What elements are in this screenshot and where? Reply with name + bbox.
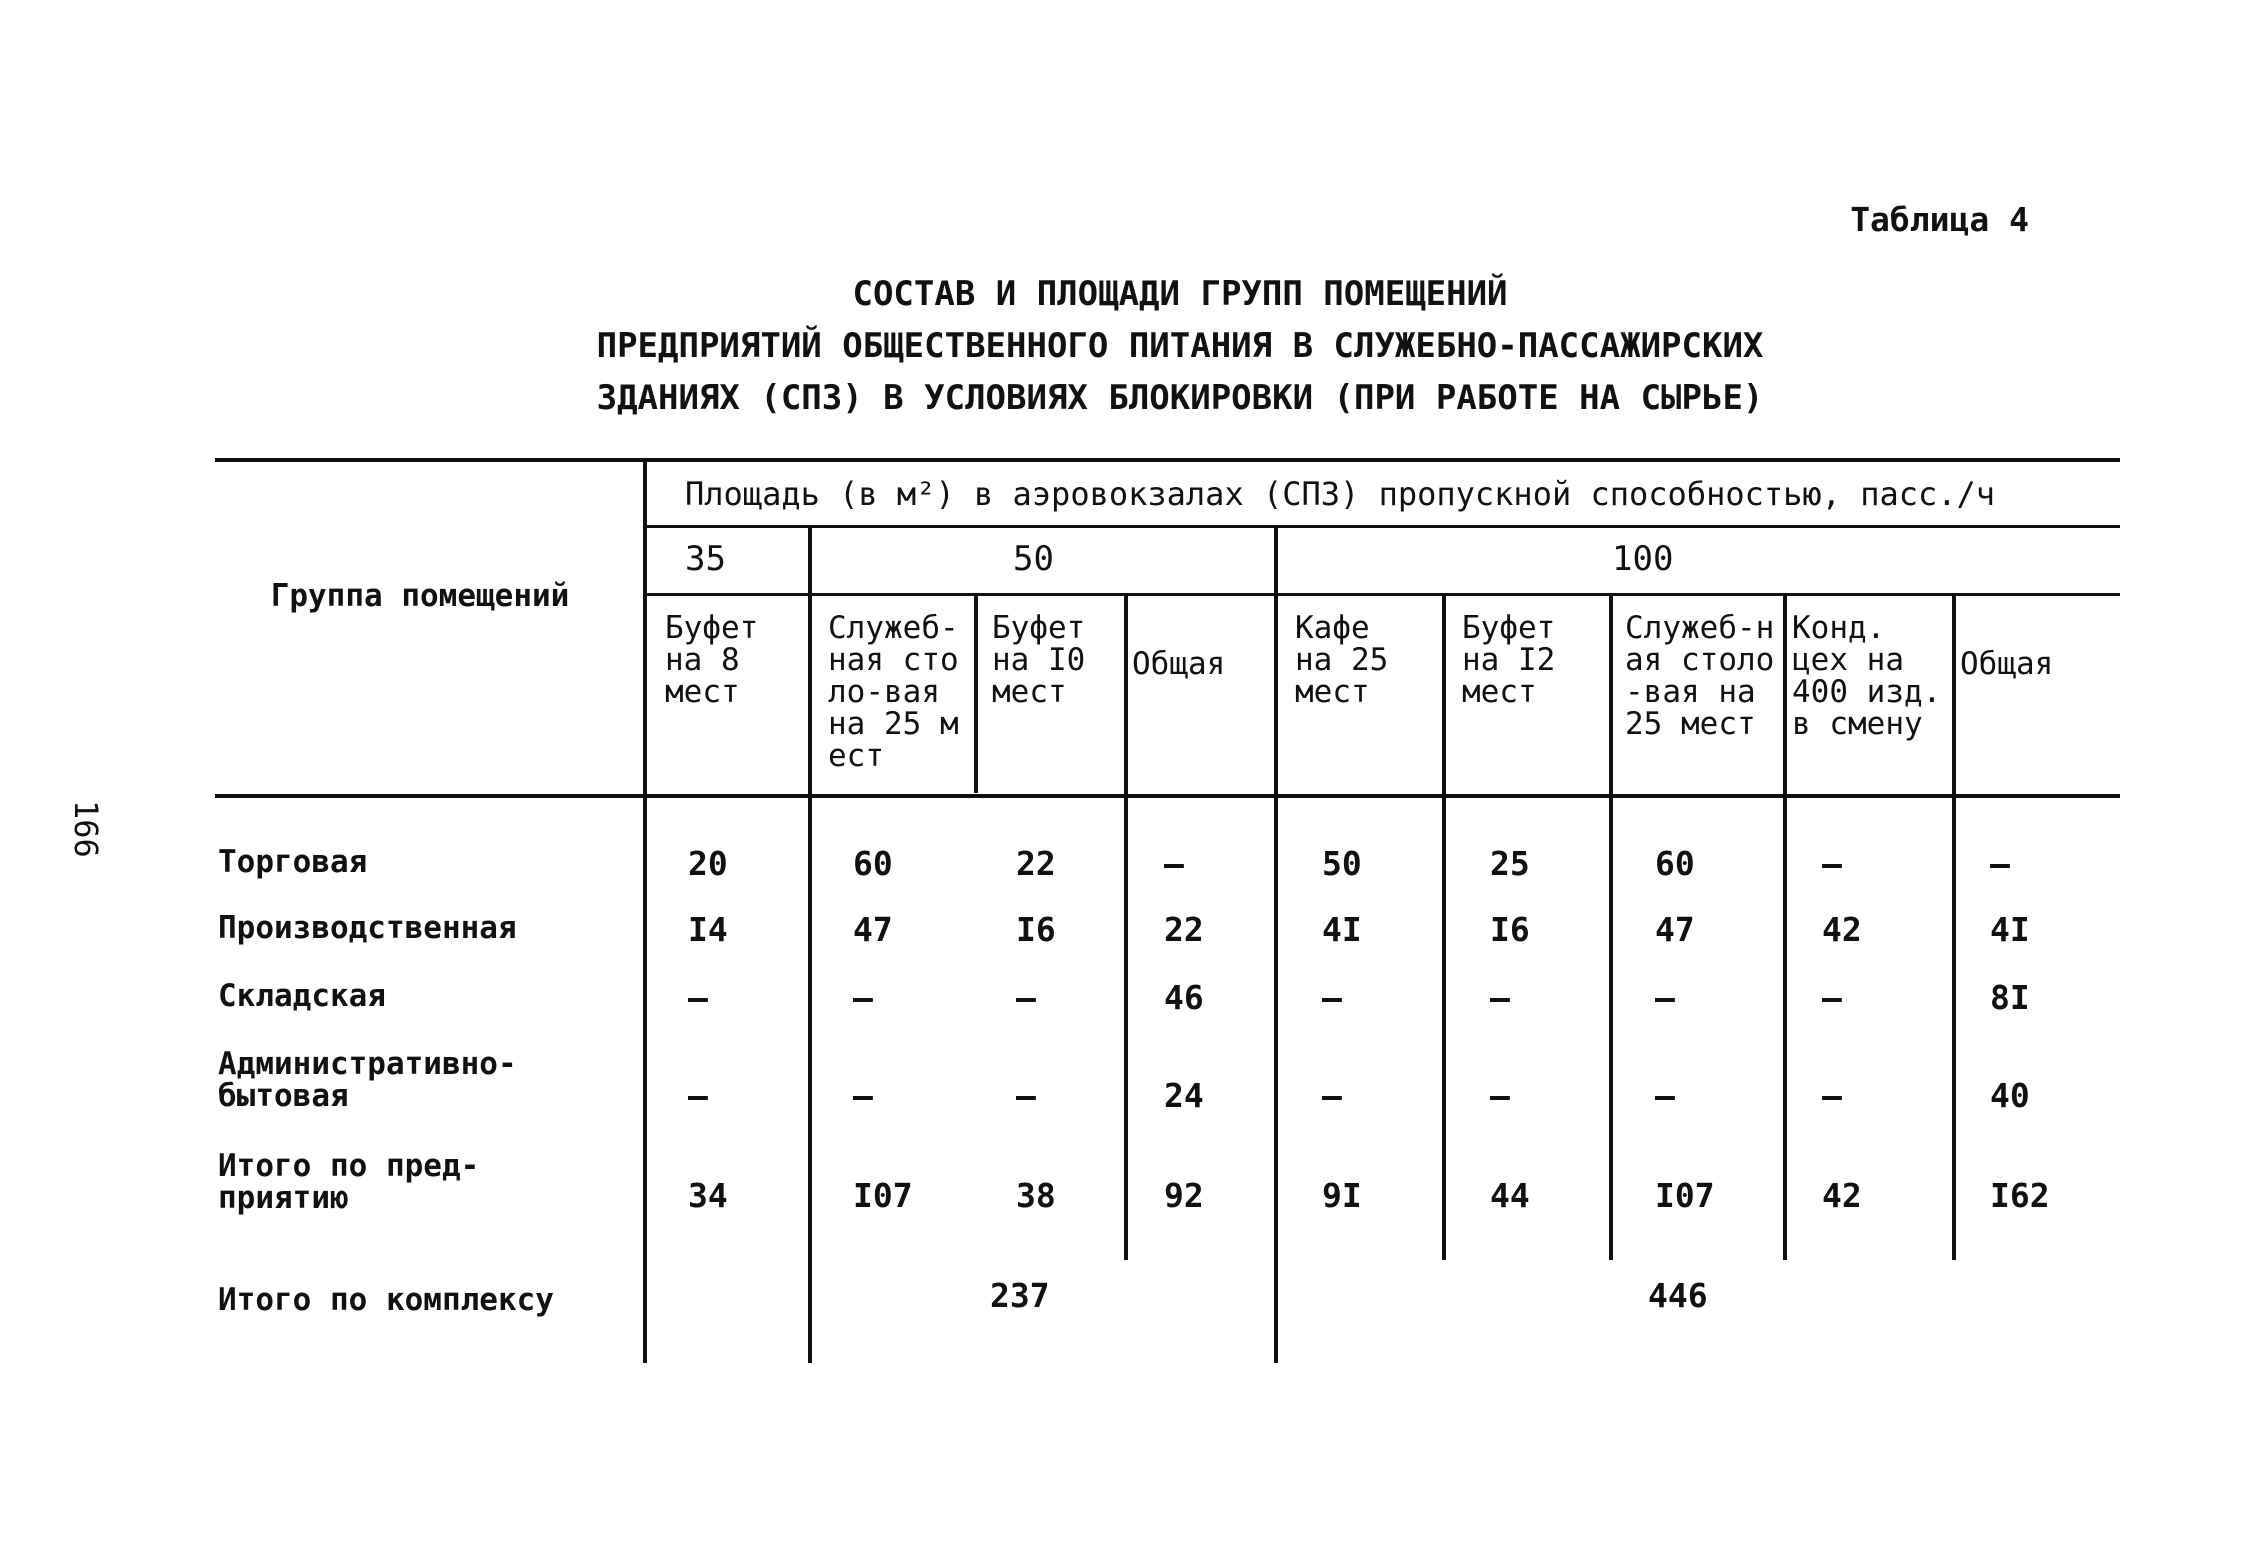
vline-35-50 — [808, 527, 812, 1363]
column-header: Служеб-ная столо-вая на 25 мест — [828, 610, 959, 774]
cell-value: – — [688, 978, 708, 1017]
cell-value: – — [688, 1076, 708, 1115]
cell-value: 22 — [1164, 910, 1204, 949]
complex-total-50: 237 — [990, 1276, 1050, 1315]
cell-value: – — [1822, 844, 1842, 883]
capacity-35: 35 — [685, 539, 726, 579]
cell-value: – — [1164, 844, 1184, 883]
cell-value: – — [1655, 978, 1675, 1017]
cell-value: 22 — [1016, 844, 1056, 883]
cell-value: 47 — [1655, 910, 1695, 949]
rule-header-bottom — [215, 794, 2120, 798]
column-header: Служеб-ная столо-вая на 25 мест — [1625, 610, 1775, 742]
cell-value: – — [1016, 1076, 1036, 1115]
cell-value: – — [1490, 1076, 1510, 1115]
column-header: Кафе на 25 мест — [1295, 610, 1389, 710]
cell-value: 4I — [1990, 910, 2030, 949]
cell-value: 42 — [1822, 910, 1862, 949]
vline-group — [643, 458, 647, 1363]
cell-value: I6 — [1490, 910, 1530, 949]
row-label-complex-total: Итого по комплексу — [218, 1282, 554, 1318]
cell-value: 34 — [688, 1176, 728, 1215]
cell-value: 4I — [1322, 910, 1362, 949]
title-line: ПРЕДПРИЯТИЙ ОБЩЕСТВЕННОГО ПИТАНИЯ В СЛУЖЕБНО-ПАССАЖИРСКИХ — [596, 326, 1764, 366]
cell-value: 20 — [688, 844, 728, 883]
cell-value: 24 — [1164, 1076, 1204, 1115]
cell-value: – — [1322, 978, 1342, 1017]
capacity-100: 100 — [1612, 539, 1674, 579]
cell-value: – — [1490, 978, 1510, 1017]
cell-value: I6 — [1016, 910, 1056, 949]
cell-value: 60 — [853, 844, 893, 883]
complex-total-100: 446 — [1648, 1276, 1708, 1315]
vline-col8-col9 — [1952, 593, 1956, 1260]
cell-value: – — [853, 978, 873, 1017]
cell-value: 25 — [1490, 844, 1530, 883]
cell-value: I07 — [853, 1176, 913, 1215]
vline-col7-col8 — [1783, 593, 1787, 1260]
rule-top — [215, 458, 2120, 462]
column-header: Общая — [1132, 646, 1226, 682]
cell-value: 40 — [1990, 1076, 2030, 1115]
cell-value: 42 — [1822, 1176, 1862, 1215]
area-header: Площадь (в м²) в аэровокзалах (СПЗ) пропускной способностью, пасс./ч — [685, 475, 1996, 513]
row-label-trade: Торговая — [218, 844, 368, 880]
cell-value: – — [1822, 1076, 1842, 1115]
vline-col5-col6 — [1442, 593, 1446, 1260]
cell-value: 46 — [1164, 978, 1204, 1017]
row-label-enterprise-total: Итого по пред-приятию — [218, 1148, 480, 1216]
table-title — [560, 268, 1800, 424]
page-number: 166 — [67, 800, 105, 858]
rule-under-area-header — [645, 525, 2120, 528]
cell-value: I4 — [688, 910, 728, 949]
table-label: Таблица 4 — [1850, 200, 2029, 239]
row-label-production: Производственная — [218, 910, 517, 946]
cell-value: 44 — [1490, 1176, 1530, 1215]
cell-value: – — [1990, 844, 2010, 883]
row-label-storage: Складская — [218, 978, 386, 1014]
cell-value: – — [1322, 1076, 1342, 1115]
cell-value: I62 — [1990, 1176, 2050, 1215]
cell-value: – — [1016, 978, 1036, 1017]
cell-value: 47 — [853, 910, 893, 949]
cell-value: 9I — [1322, 1176, 1362, 1215]
title-line: СОСТАВ И ПЛОЩАДИ ГРУПП ПОМЕЩЕНИЙ — [852, 274, 1508, 314]
vline-col6-col7 — [1609, 593, 1613, 1260]
cell-value: – — [853, 1076, 873, 1115]
cell-value: 92 — [1164, 1176, 1204, 1215]
row-label-admin: Административно-бытовая — [218, 1046, 517, 1114]
rule-under-capacity — [645, 593, 2120, 596]
column-header: Конд. цех на 400 изд. в смену — [1792, 610, 1942, 742]
cell-value: 8I — [1990, 978, 2030, 1017]
group-header: Группа помещений — [270, 578, 570, 614]
vline-50-100 — [1274, 527, 1278, 1363]
column-header: Общая — [1960, 646, 2054, 682]
cell-value: 60 — [1655, 844, 1695, 883]
column-header: Буфет на I0 мест — [992, 610, 1086, 710]
vline-col3-col4 — [1124, 593, 1128, 1260]
title-line: ЗДАНИЯХ (СПЗ) В УСЛОВИЯХ БЛОКИРОВКИ (ПРИ РАБОТЕ НА СЫРЬЕ) — [596, 378, 1764, 418]
column-header: Буфет на I2 мест — [1462, 610, 1556, 710]
capacity-50: 50 — [1013, 539, 1054, 579]
cell-value: I07 — [1655, 1176, 1715, 1215]
cell-value: – — [1655, 1076, 1675, 1115]
vline-col2-col3 — [974, 593, 978, 793]
cell-value: 38 — [1016, 1176, 1056, 1215]
column-header: Буфет на 8 мест — [665, 610, 759, 710]
cell-value: 50 — [1322, 844, 1362, 883]
cell-value: – — [1822, 978, 1842, 1017]
